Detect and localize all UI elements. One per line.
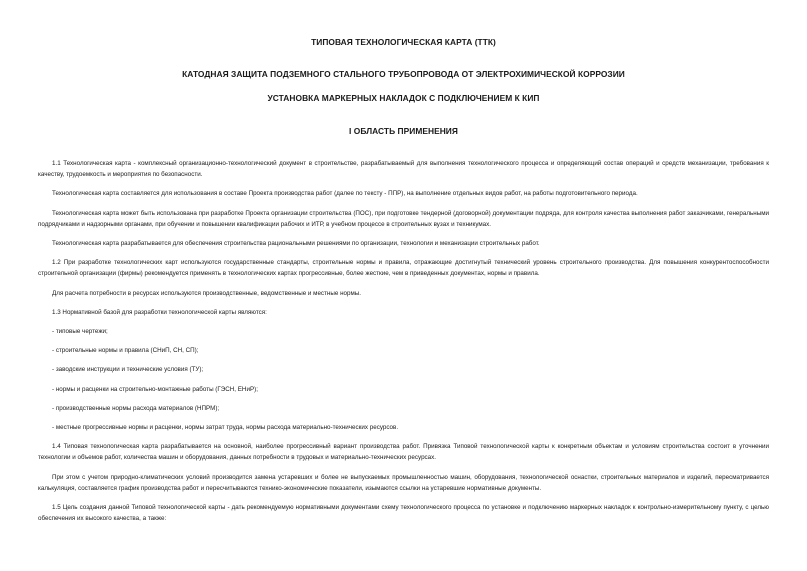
paragraph: Для расчета потребности в ресурсах используются производственные, ведомственные и местные нормы. (52, 289, 361, 297)
paragraph: При этом с учетом природно-климатических условий производится замена устаревших и более не выпускаемых промышленностью машин, оборудования, технологической оснастки, строительных материалов и изделий, пересматривается калькуляция, составляется график производства работ и пересчитываются технико-экономические показатели, изымаются ссылки на устаревшие нормативные документы. (38, 473, 769, 492)
paragraph-1-5: 1.5 Цель создания данной Типовой технологической карты - дать рекомендуемую нормативными документами схему технологического процесса по установке и подключению маркерных накладок к контрольно-измерительному пункту, с целью обеспечения их высокого качества, а также: (38, 504, 769, 523)
paragraph-1-2: 1.2 При разработке технологических карт используются государственные стандарты, строительные нормы и правила, отражающие достигнутый технический уровень строительного производства. Для повышения конкурентоспособности строительной организации (фирмы) рекомендуется применять в технологических картах прогрессивные, более жесткие, чем в приведенных документах, нормы и правила. (38, 259, 769, 278)
list-item: - производственные нормы расхода материалов (НПРМ); (52, 404, 220, 412)
document-type-title: ТИПОВАЯ ТЕХНОЛОГИЧЕСКАЯ КАРТА (ТТК) (311, 37, 496, 47)
list-item: - строительные нормы и правила (СНиП, СН, СП); (52, 347, 199, 355)
list-item: - заводские инструкции и технические условия (ТУ); (52, 366, 204, 374)
paragraph: Технологическая карта разрабатывается для обеспечения строительства рациональными решениями по организации, технологии и механизации строительных работ. (52, 240, 540, 248)
paragraph: Технологическая карта может быть использована при разработке Проекта организации строительства (ПОС), при подготовке тендерной (договорной) документации подряда, для контроля качества выполнения работ заказчиками, генеральными подрядчиками и надзорными органами, при обучении и повышении квалификации рабочих и ИТР, в учебном процессе в строительных вузах и техникумах. (38, 209, 769, 228)
document-body (38, 158, 769, 524)
paragraph: Технологическая карта составляется для использования в составе Проекта производства работ (далее по тексту - ППР), на выполнение отдельных видов работ, на работы подготовительного периода. (52, 190, 638, 198)
paragraph-1-4: 1.4 Типовая технологическая карта разрабатывается на основной, наиболее прогрессивный вариант производства работ. Привязка Типовой технологической карты к конкретным объектам и условиям строительства состоит в уточнении технологии и объемов работ, количества машин и оборудования, данных потребности в трудовых и материально-технических ресурсах. (38, 443, 769, 462)
list-item: - нормы и расценки на строительно-монтажные работы (ГЭСН, ЕНиР); (52, 385, 258, 393)
work-title: УСТАНОВКА МАРКЕРНЫХ НАКЛАДОК С ПОДКЛЮЧЕНИЕМ К КИП (267, 93, 540, 103)
list-item: - типовые чертежи; (52, 328, 108, 336)
document-subject-title: КАТОДНАЯ ЗАЩИТА ПОДЗЕМНОГО СТАЛЬНОГО ТРУБОПРОВОДА ОТ ЭЛЕКТРОХИМИЧЕСКОЙ КОРРОЗИИ (182, 69, 625, 79)
paragraph-1-1: 1.1 Технологическая карта - комплексный организационно-технологический документ в строительстве, разрабатываемый для выполнения технологического процесса и определяющий состав операций и средств механизации, требования к качеству, трудоемкость и мероприятия по безопасности. (38, 160, 769, 179)
list-item: - местные прогрессивные нормы и расценки, нормы затрат труда, нормы расхода материально-технических ресурсов. (52, 424, 399, 432)
paragraph-1-3: 1.3 Нормативной базой для разработки технологической карты являются: (52, 308, 267, 316)
section-heading: I ОБЛАСТЬ ПРИМЕНЕНИЯ (349, 126, 458, 136)
